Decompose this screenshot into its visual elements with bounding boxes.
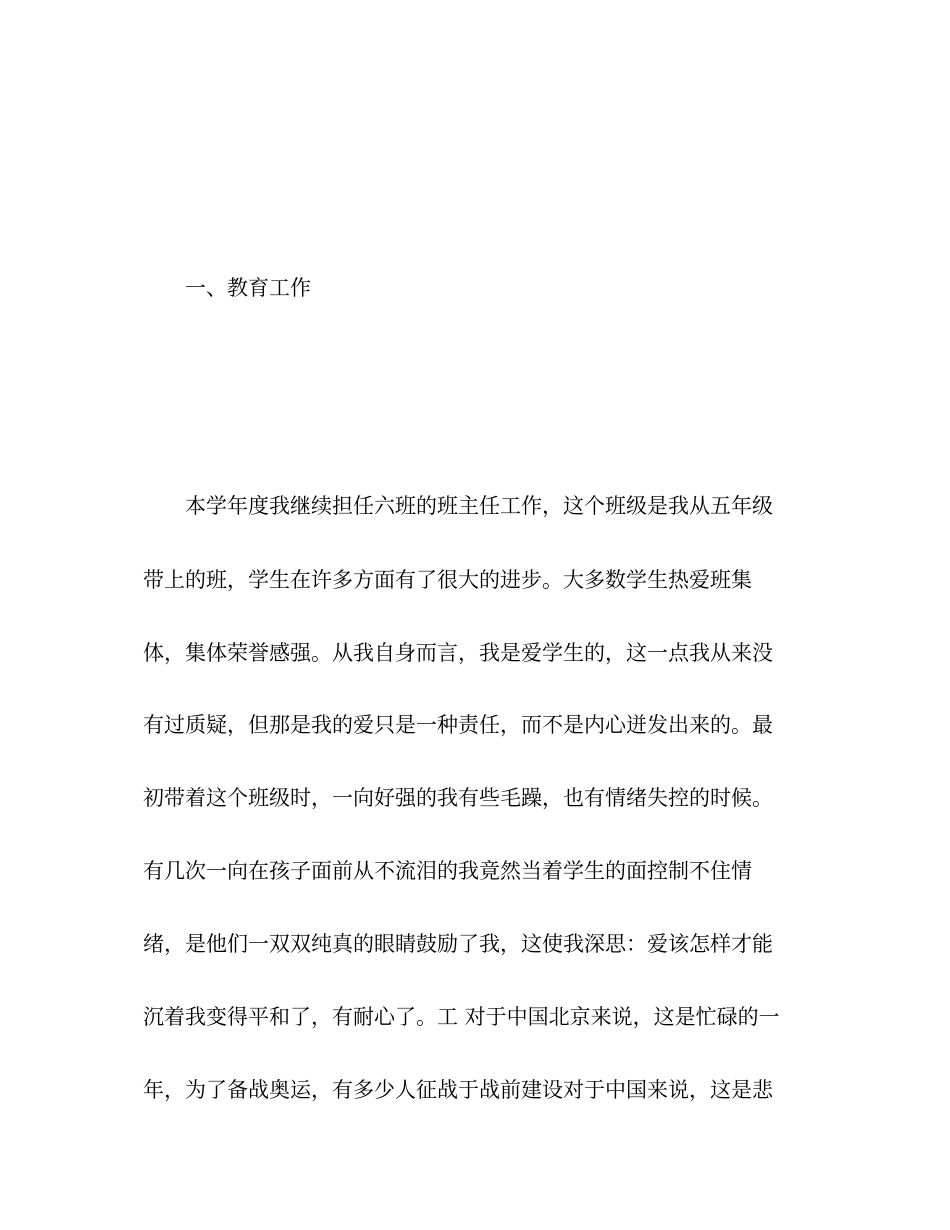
paragraph-line-4: 有过质疑，但那是我的爱只是一种责任，而不是内心迸发出来的。最 xyxy=(143,713,773,737)
paragraph-line-3: 体，集体荣誉感强。从我自身而言，我是爱学生的，这一点我从来没 xyxy=(143,641,773,665)
paragraph-line-7: 绪，是他们一双双纯真的眼睛鼓励了我，这使我深思：爱该怎样才能 xyxy=(143,932,773,956)
paragraph-line-8: 沉着我变得平和了，有耐心了。工 对于中国北京来说，这是忙碌的一 xyxy=(143,1005,780,1029)
paragraph-line-9: 年，为了备战奥运，有多少人征战于战前建设对于中国来说，这是悲 xyxy=(143,1078,773,1102)
paragraph-line-6: 有几次一向在孩子面前从不流泪的我竟然当着学生的面控制不住情 xyxy=(143,859,752,883)
section-heading: 一、教育工作 xyxy=(185,276,311,300)
paragraph-line-1: 本学年度我继续担任六班的班主任工作，这个班级是我从五年级 xyxy=(185,494,773,518)
paragraph-line-5: 初带着这个班级时，一向好强的我有些毛躁，也有情绪失控的时候。 xyxy=(143,786,773,810)
paragraph-line-2: 带上的班，学生在许多方面有了很大的进步。大多数学生热爱班集 xyxy=(143,568,752,592)
